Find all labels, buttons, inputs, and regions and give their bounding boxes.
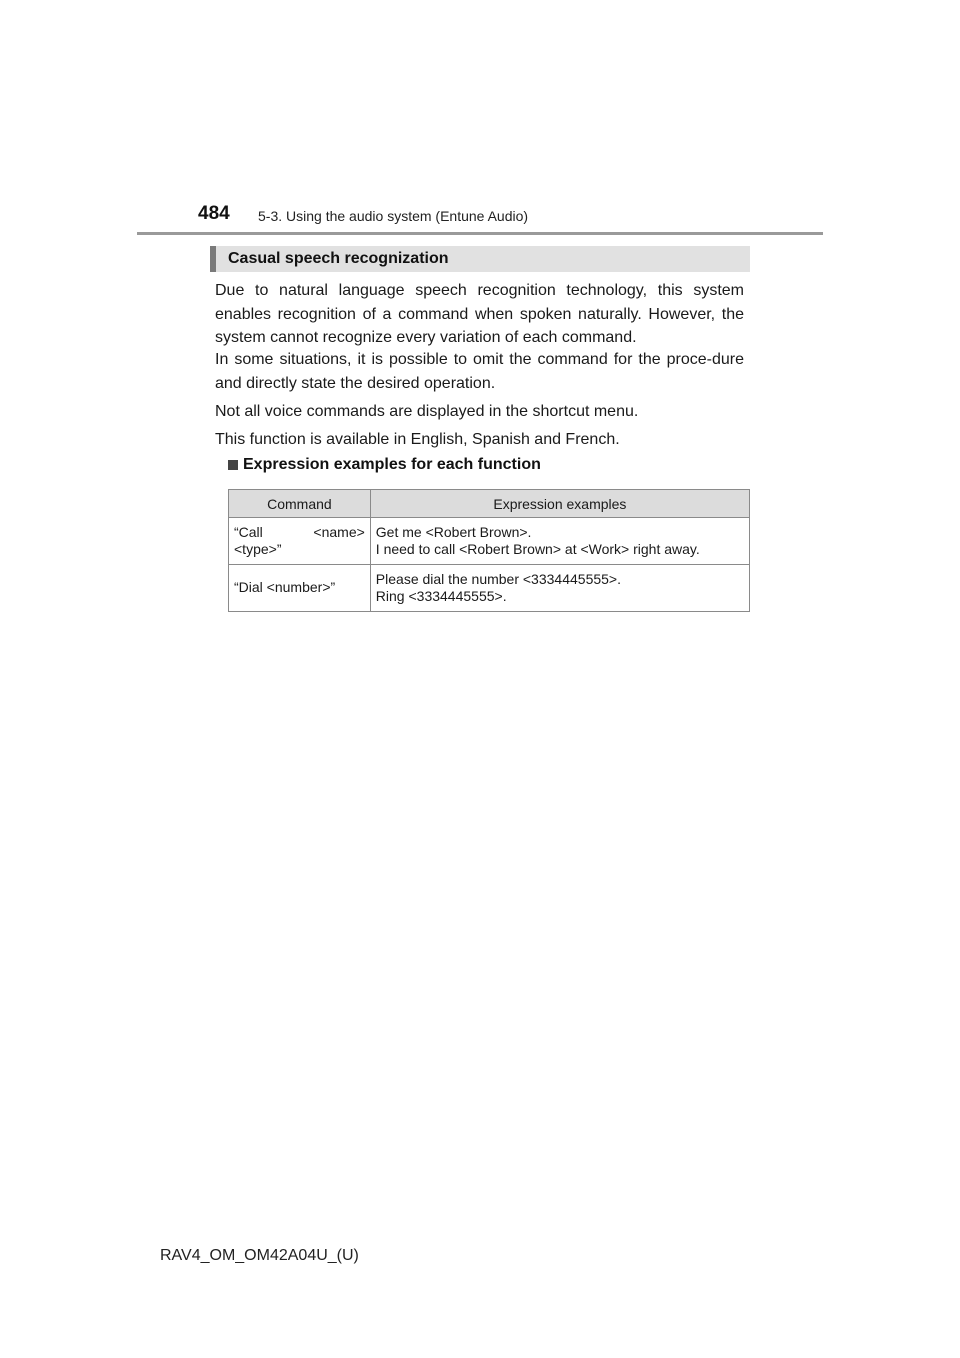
paragraph-shortcut-menu: Not all voice commands are displayed in the shortcut menu. bbox=[215, 403, 639, 420]
table-header-command: Command bbox=[229, 490, 371, 518]
paragraph-languages: This function is available in English, Spanish and French. bbox=[215, 431, 620, 448]
section-title: 5-3. Using the audio system (Entune Audio) bbox=[258, 208, 529, 224]
subheading-expression-examples bbox=[228, 456, 541, 474]
subsection-bar bbox=[210, 246, 750, 272]
footer-document-code: RAV4_OM_OM42A04U_(U) bbox=[160, 1247, 359, 1264]
example-line: Get me <Robert Brown>. bbox=[375, 524, 532, 540]
table-cell-command: “Call <name> <type>” bbox=[229, 518, 371, 565]
example-line: Please dial the number <3334445555>. bbox=[375, 571, 621, 587]
paragraph-omit-command: In some situations, it is possible to omit the command for the proce-dure and directly state the desired operation. bbox=[215, 351, 744, 392]
table-row bbox=[229, 565, 750, 612]
paragraph-natural-language: Due to natural language speech recognition technology, this system enables recognition of a command when spoken naturally. However, the system cannot recognize every variation of each command. bbox=[215, 282, 744, 346]
square-bullet-icon bbox=[228, 460, 238, 470]
table-cell-command: “Dial <number>” bbox=[229, 565, 371, 612]
example-line: Ring <3334445555>. bbox=[375, 588, 507, 604]
subsection-title: Casual speech recognization bbox=[228, 250, 449, 267]
page-number: 484 bbox=[198, 203, 230, 224]
expression-examples-table bbox=[228, 489, 750, 612]
header-rule bbox=[137, 232, 823, 235]
table-header-examples: Expression examples bbox=[370, 490, 749, 518]
subheading-text: Expression examples for each function bbox=[243, 456, 541, 473]
table-header-row bbox=[229, 490, 750, 518]
table-cell-examples bbox=[370, 565, 749, 612]
table-row bbox=[229, 518, 750, 565]
example-line: I need to call <Robert Brown> at <Work> right away. bbox=[375, 541, 700, 557]
table-cell-examples bbox=[370, 518, 749, 565]
